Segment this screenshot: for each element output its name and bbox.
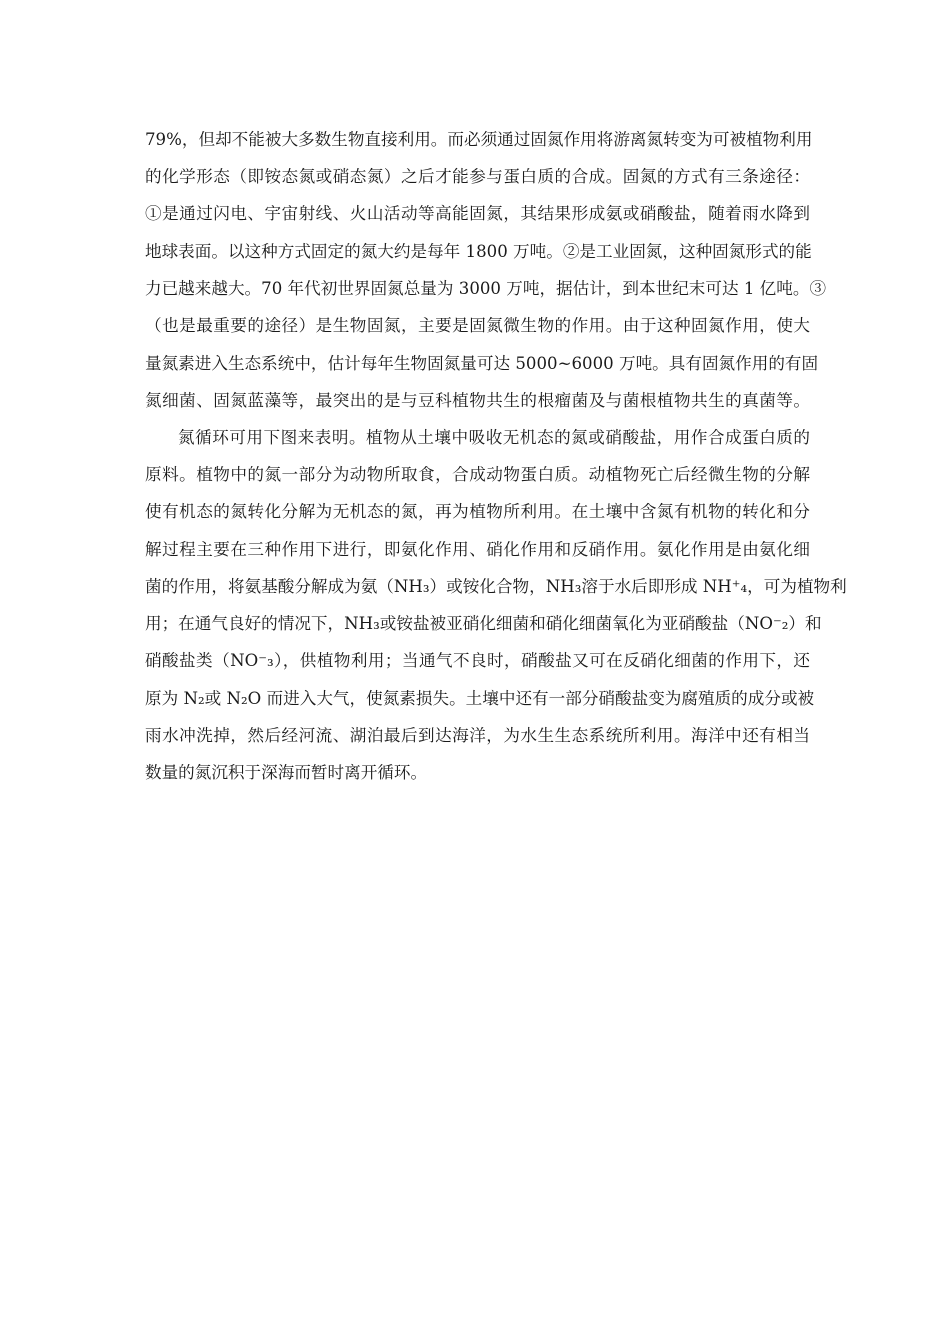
paragraph-2-line-5: 菌的作用，将氨基酸分解成为氨（NH₃）或铵化合物，NH₃溶于水后即形成 NH⁺₄，可为植物利 bbox=[145, 577, 847, 596]
paragraph-2-line-10: 数量的氮沉积于深海而暂时离开循环。 bbox=[145, 763, 428, 782]
paragraph-2-line-2: 原料。植物中的氮一部分为动物所取食，合成动物蛋白质。动植物死亡后经微生物的分解 bbox=[145, 465, 810, 484]
paragraph-2-line-3: 使有机态的氮转化分解为无机态的氮，再为植物所利用。在土壤中含氮有机物的转化和分 bbox=[145, 502, 810, 521]
paragraph-2-line-4: 解过程主要在三种作用下进行，即氨化作用、硝化作用和反硝作用。氨化作用是由氨化细 bbox=[145, 540, 810, 559]
paragraph-1-line-3: ①是通过闪电、宇宙射线、火山活动等高能固氮，其结果形成氨或硝酸盐，随着雨水降到 bbox=[145, 204, 810, 223]
paragraph-2-line-6: 用；在通气良好的情况下，NH₃或铵盐被亚硝化细菌和硝化细菌氧化为亚硝酸盐（NO⁻₂）和 bbox=[145, 614, 822, 633]
paragraph-1-line-8: 氮细菌、固氮蓝藻等，最突出的是与豆科植物共生的根瘤菌及与菌根植物共生的真菌等。 bbox=[145, 391, 810, 410]
paragraph-2-line-7: 硝酸盐类（NO⁻₃），供植物利用；当通气不良时，硝酸盐又可在反硝化细菌的作用下，还 bbox=[145, 651, 810, 670]
paragraph-1-line-5: 力已越来越大。70 年代初世界固氮总量为 3000 万吨，据估计，到本世纪末可达 1 亿吨。③ bbox=[145, 279, 827, 298]
paragraph-1-line-2: 的化学形态（即铵态氮或硝态氮）之后才能参与蛋白质的合成。固氮的方式有三条途径： bbox=[145, 167, 810, 186]
paragraph-1-line-1: 79%，但却不能被大多数生物直接利用。而必须通过固氮作用将游离氮转变为可被植物利用 bbox=[145, 130, 813, 149]
paragraph-2-line-8: 原为 N₂或 N₂O 而进入大气，使氮素损失。土壤中还有一部分硝酸盐变为腐殖质的成分或被 bbox=[145, 689, 815, 708]
paragraph-2-line-1: 氮循环可用下图来表明。植物从土壤中吸收无机态的氮或硝酸盐，用作合成蛋白质的 bbox=[178, 428, 810, 447]
paragraph-2-line-9: 雨水冲洗掉，然后经河流、湖泊最后到达海洋，为水生生态系统所利用。海洋中还有相当 bbox=[145, 726, 810, 745]
paragraph-1-line-4: 地球表面。以这种方式固定的氮大约是每年 1800 万吨。②是工业固氮，这种固氮形式的能 bbox=[145, 242, 812, 261]
paragraph-1-line-7: 量氮素进入生态系统中，估计每年生物固氮量可达 5000~6000 万吨。具有固氮作用的有固 bbox=[145, 354, 819, 373]
paragraph-1-line-6: （也是最重要的途径）是生物固氮，主要是固氮微生物的作用。由于这种固氮作用，使大 bbox=[145, 316, 810, 335]
